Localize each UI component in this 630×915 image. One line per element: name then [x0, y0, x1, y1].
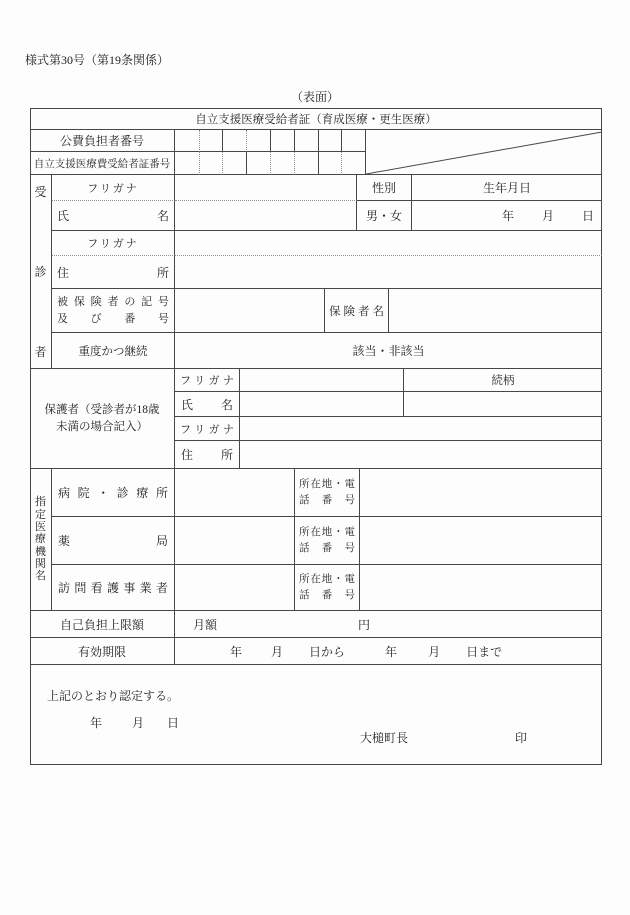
form-number-heading: 様式第30号（第19条関係） — [25, 53, 170, 67]
recipient-digit-cell[interactable] — [199, 152, 222, 175]
patient-furigana-label: フリガナ — [52, 175, 175, 201]
hospital-clinic-field[interactable] — [175, 469, 295, 517]
hospital-clinic-label: 病院・診療所 — [52, 469, 175, 517]
monthly-amount-label: 月額 — [193, 617, 218, 632]
guardian-address-furigana-label: フリガナ — [175, 417, 240, 441]
patient-char-3: 者 — [34, 345, 47, 359]
diagonal-strike-cell — [365, 130, 602, 175]
insured-symbol-field[interactable] — [175, 289, 325, 333]
relation-header: 続柄 — [404, 369, 602, 392]
institutions-section-label: 指 定 医 療 機 関 名 — [30, 469, 52, 611]
insurer-label: 保険者名 — [325, 289, 389, 333]
certify-statement: 上記のとおり認定する。 — [47, 689, 180, 703]
visiting-nurse-field[interactable] — [175, 565, 295, 611]
payer-digit-cell[interactable] — [246, 130, 270, 152]
severe-continuous-label: 重度かつ継続 — [52, 333, 175, 369]
visiting-nurse-address-field[interactable] — [360, 565, 602, 611]
relation-field[interactable] — [404, 392, 602, 417]
guardian-address-field[interactable] — [240, 441, 602, 469]
address-furigana-label: フリガナ — [52, 231, 175, 256]
patient-name-field[interactable] — [175, 201, 357, 231]
birthdate-field[interactable] — [412, 201, 602, 231]
recipient-digit-cell[interactable] — [222, 152, 246, 175]
sex-header: 性別 — [357, 175, 412, 201]
recipient-digit-cell[interactable] — [270, 152, 294, 175]
copay-limit-label: 自己負担上限額 — [30, 611, 175, 638]
guardian-name-field[interactable] — [240, 392, 404, 417]
pharmacy-label: 薬局 — [52, 517, 175, 565]
pharmacy-field[interactable] — [175, 517, 295, 565]
payer-digit-cell[interactable] — [175, 130, 199, 152]
hospital-address-field[interactable] — [360, 469, 602, 517]
insured-symbol-label: 被保険者の記号 及び番号 — [52, 289, 175, 333]
hospital-address-label: 所在地・電 話番号 — [295, 469, 360, 517]
sex-choice[interactable]: 男・女 — [357, 201, 412, 231]
validity-label: 有効期限 — [30, 638, 175, 665]
recipient-digit-cell[interactable] — [294, 152, 318, 175]
birthdate-header: 生年月日 — [412, 175, 602, 201]
unit-month: 月 — [541, 209, 554, 223]
mayor-title: 大槌町長 — [360, 731, 409, 745]
certify-date-field[interactable]: 年 月 日 — [90, 716, 180, 730]
pharmacy-address-label: 所在地・電 話番号 — [295, 517, 360, 565]
guardian-furigana-field[interactable] — [240, 369, 404, 392]
validity-field[interactable]: 年 月 日から 年 月 日まで — [175, 638, 602, 665]
payer-digit-cell[interactable] — [270, 130, 294, 152]
payer-digit-cell[interactable] — [222, 130, 246, 152]
certificate-title: 自立支援医療受給者証（育成医療・更生医療） — [30, 108, 602, 130]
guardian-section-label: 保護者（受診者が18歳 未満の場合記入） — [30, 369, 175, 469]
payer-digit-cell[interactable] — [341, 130, 365, 152]
patient-furigana-field[interactable] — [175, 175, 357, 201]
mayor-signature-line — [360, 729, 527, 746]
payer-number-label: 公費負担者番号 — [30, 130, 175, 152]
patient-char-2: 診 — [34, 265, 47, 279]
patient-name-label: 氏名 — [52, 201, 175, 231]
recipient-digit-cell[interactable] — [341, 152, 365, 175]
visiting-nurse-label: 訪問看護事業者 — [52, 565, 175, 611]
recipient-digit-cell[interactable] — [318, 152, 341, 175]
guardian-address-label: 住所 — [175, 441, 240, 469]
recipient-digit-cell[interactable] — [175, 152, 199, 175]
seal-mark: 印 — [514, 731, 527, 745]
patient-char-1: 受 — [34, 185, 47, 199]
recipient-number-label: 自立支援医療費受給者証番号 — [30, 152, 175, 175]
address-furigana-field[interactable] — [175, 231, 602, 256]
guardian-name-label: 氏名 — [175, 392, 240, 417]
pharmacy-address-field[interactable] — [360, 517, 602, 565]
recipient-digit-cell[interactable] — [246, 152, 270, 175]
address-label: 住所 — [52, 256, 175, 289]
guardian-furigana-label: フリガナ — [175, 369, 240, 392]
payer-digit-cell[interactable] — [199, 130, 222, 152]
unit-year: 年 — [501, 209, 514, 223]
insurer-field[interactable] — [389, 289, 602, 333]
yen-label: 円 — [358, 617, 371, 632]
patient-section-label — [30, 175, 52, 369]
certification-block — [30, 665, 602, 765]
payer-digit-cell[interactable] — [318, 130, 341, 152]
unit-day: 日 — [581, 209, 594, 223]
payer-digit-cell[interactable] — [294, 130, 318, 152]
guardian-address-furigana-field[interactable] — [240, 417, 602, 441]
address-field[interactable] — [175, 256, 602, 289]
diagonal-line — [366, 130, 603, 175]
copay-limit-field[interactable] — [175, 611, 602, 638]
side-label: （表面） — [291, 90, 340, 104]
visiting-nurse-address-label: 所在地・電 話番号 — [295, 565, 360, 611]
severe-continuous-choice[interactable]: 該当・非該当 — [175, 333, 602, 369]
